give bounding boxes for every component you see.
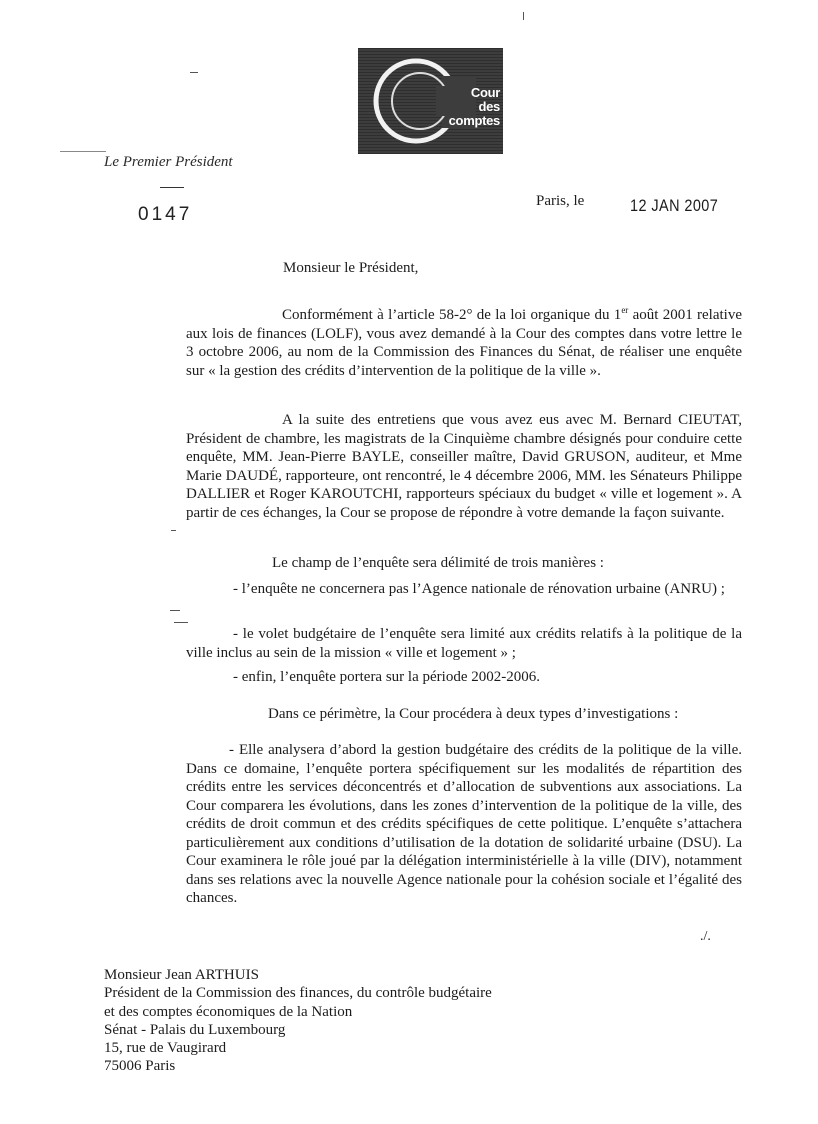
paragraph-analysis: - Elle analysera d’abord la gestion budgétaire des crédits de la politique de la ville. Dans ce domaine, l’enquête portera spécifiquement sur les modalités de répartition des crédits entre les services déconcentrés et d’allocation de subventions aux associations. La Cour comparera les évolutions, dans les zones d’intervention de la politique de la ville, des crédits de droit commun et des crédits spécifiques de cette politique. L’enquête s’attachera particulièrement aux conditions d’utilisation de la dotation de solidarité urbaine (DSU). La Cour examinera le rôle joué par la délégation interministérielle à la ville (DIV), notamment dans ses relations avec la nouvelle Agence nationale pour la cohésion sociale et l’égalité des chances.	[186, 742, 742, 906]
paragraph-perimeter: Dans ce périmètre, la Cour procédera à deux types d’investigations :	[268, 706, 679, 722]
title-underline	[160, 187, 184, 188]
reference-number: 0147	[138, 204, 193, 225]
address-line: Sénat - Palais du Luxembourg	[104, 1021, 286, 1038]
address-line: 15, rue de Vaugirard	[104, 1040, 227, 1057]
scan-speck	[174, 622, 188, 623]
list-item-anru: - l’enquête ne concernera pas l’Agence nationale de rénovation urbaine (ANRU) ;	[233, 581, 725, 597]
paragraph-meeting: A la suite des entretiens que vous avez eus avec M. Bernard CIEUTAT, Président de chambre, les magistrats de la Cinquième chambre désignés pour conduire cette enquête, MM. Jean-Pierre BAYLE, conseiller maître, David GRUSON, auditeur, et Mme Marie DAUDÉ, rapporteure, ont rencontré, le 4 décembre 2006, MM. les Sénateurs Philippe DALLIER et Roger KAROUTCHI, rapporteurs spéciaux du budget « ville et logement ». A partir de ces échanges, la Cour se propose de répondre à votre demande la façon suivante.	[186, 412, 742, 521]
logo-text	[449, 86, 500, 128]
scan-speck	[170, 610, 180, 611]
address-line: Monsieur Jean ARTHUIS	[104, 967, 259, 983]
paragraph-scope: Le champ de l’enquête sera délimité de trois manières :	[272, 555, 604, 571]
recipient-address	[104, 966, 492, 1076]
letter-place: Paris, le	[536, 193, 585, 209]
logo-line-1: Cour	[470, 85, 500, 100]
address-line: 75006 Paris	[104, 1058, 176, 1075]
letter-date-stamp: 12 JAN 2007	[630, 196, 719, 215]
list-item-budget: - le volet budgétaire de l’enquête sera limité aux crédits relatifs à la politique de la ville inclus au sein de la mission « ville et logement » ;	[186, 626, 742, 661]
paragraph-intro: Conformément à l’article 58-2° de la loi organique du 1er août 2001 relative aux lois de finances (LOLF), vous avez demandé à la Cour des comptes dans votre lettre le 3 octobre 2006, au nom de la Commission des Finances du Sénat, de réaliser une enquête sur « la gestion des crédits d’intervention de la politique de la ville ».	[186, 305, 743, 379]
cour-des-comptes-logo	[358, 48, 503, 154]
sender-title: Le Premier Président	[104, 154, 233, 170]
scan-speck	[523, 12, 524, 20]
list-item-period: - enfin, l’enquête portera sur la période 2002-2006.	[233, 669, 540, 685]
salutation: Monsieur le Président,	[283, 260, 419, 276]
scan-speck	[171, 530, 176, 531]
scan-speck	[190, 72, 198, 73]
header-rule	[60, 151, 106, 152]
address-line: et des comptes économiques de la Nation	[104, 1003, 353, 1020]
address-line: Président de la Commission des finances, du contrôle budgétaire	[104, 985, 492, 1002]
logo-line-3: comptes	[448, 113, 500, 128]
continuation-mark: ./.	[700, 929, 711, 944]
logo-line-2: des	[478, 99, 500, 114]
